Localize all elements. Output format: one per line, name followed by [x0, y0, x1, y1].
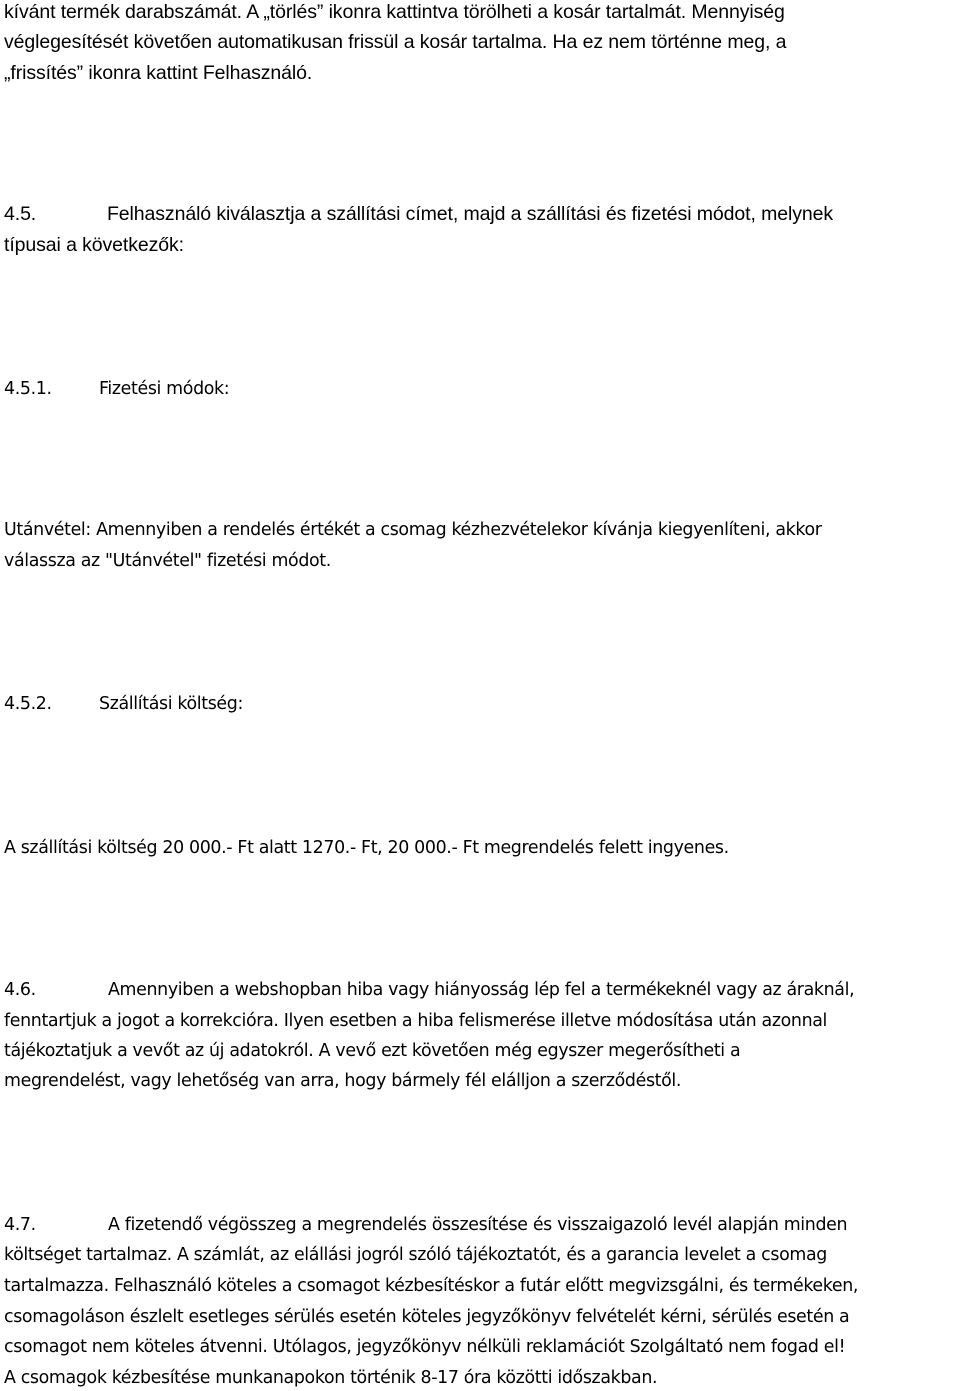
section-4-5-1-heading: [4, 377, 229, 401]
intro-line-2: véglegesítését követően automatikusan frissül a kosár tartalma. Ha ez nem történne meg, a: [4, 31, 787, 53]
section-number: 4.5.: [4, 203, 37, 225]
section-4-5-2-heading: [4, 692, 243, 716]
section-4-6-heading: [4, 978, 854, 1002]
section-number: 4.5.1.: [4, 379, 52, 399]
section-4-6-line-3: tájékoztatjuk a vevőt az új adatokról. A vevő ezt követően még egyszer megerősítheti a: [4, 1041, 741, 1061]
section-number: 4.7.: [4, 1215, 36, 1235]
section-number: 4.6.: [4, 980, 36, 1000]
section-text: A fizetendő végösszeg a megrendelés összesítése és visszaigazoló levél alapján minden: [108, 1215, 848, 1235]
section-4-7-line-2: költséget tartalmaz. A számlát, az elállási jogról szóló tájékoztatót, és a garancia levelet a csomag: [4, 1245, 827, 1265]
section-title: Fizetési módok:: [99, 379, 230, 399]
payment-line-1: Utánvétel: Amennyiben a rendelés értékét a csomag kézhezvételekor kívánja kiegyenlíteni, akkor: [4, 520, 822, 540]
section-4-5-heading: [4, 202, 833, 226]
intro-line-1: kívánt termék darabszámát. A „törlés” ikonra kattintva törölheti a kosár tartalmát. Mennyiség: [4, 1, 785, 23]
section-4-7-line-6: A csomagok kézbesítése munkanapokon történik 8-17 óra közötti időszakban.: [4, 1368, 658, 1388]
section-4-5-line-2: típusai a következők:: [4, 234, 184, 256]
section-4-7-line-3: tartalmazza. Felhasználó köteles a csomagot kézbesítéskor a futár előtt megvizsgálni, és termékeken,: [4, 1276, 859, 1296]
shipping-cost-line: A szállítási költség 20 000.- Ft alatt 1270.- Ft, 20 000.- Ft megrendelés felett ingyenes.: [4, 838, 729, 858]
section-text: Felhasználó kiválasztja a szállítási címet, majd a szállítási és fizetési módot, melynek: [107, 203, 833, 225]
section-title: Szállítási költség:: [99, 694, 243, 714]
section-text: Amennyiben a webshopban hiba vagy hiányosság lép fel a termékeknél vagy az áraknál,: [108, 980, 855, 1000]
section-4-7-line-4: csomagoláson észlelt esetleges sérülés esetén köteles jegyzőkönyv felvételét kérni, sérülés esetén a: [4, 1307, 850, 1327]
section-4-7-line-5: csomagot nem köteles átvenni. Utólagos, jegyzőkönyv nélküli reklamációt Szolgáltató nem fogad el!: [4, 1337, 846, 1357]
section-4-6-line-2: fenntartjuk a jogot a korrekcióra. Ilyen esetben a hiba felismerése illetve módosítása után azonnal: [4, 1011, 828, 1031]
section-number: 4.5.2.: [4, 694, 52, 714]
section-4-6-line-4: megrendelést, vagy lehetőség van arra, hogy bármely fél elálljon a szerződéstől.: [4, 1071, 682, 1091]
intro-line-3: „frissítés” ikonra kattint Felhasználó.: [4, 62, 313, 84]
section-4-7-heading: [4, 1213, 847, 1237]
payment-line-2: válassza az "Utánvétel" fizetési módot.: [4, 551, 331, 571]
